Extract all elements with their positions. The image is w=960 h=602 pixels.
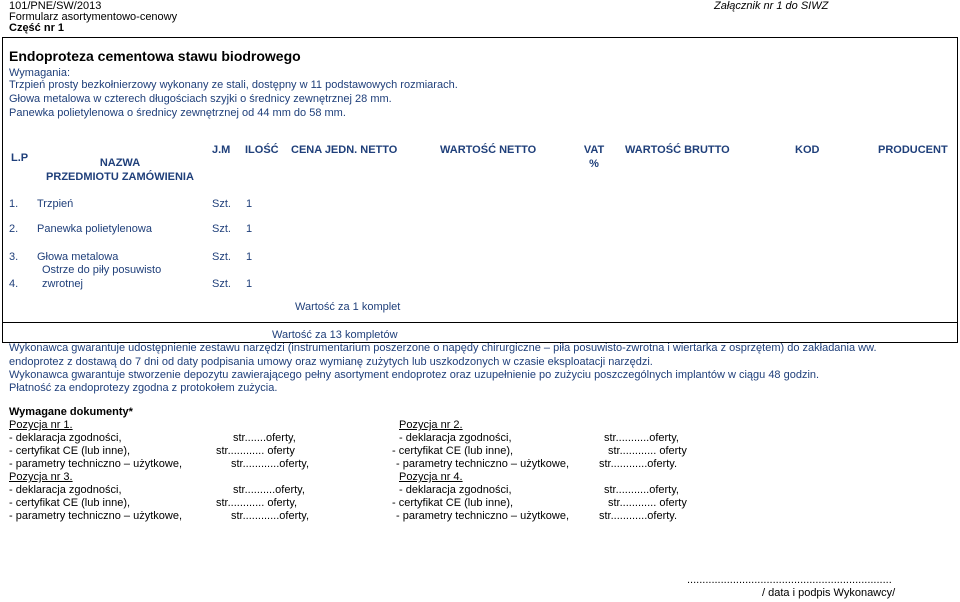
col-header-name-line2: PRZEDMIOTU ZAMÓWIENIA: [46, 171, 194, 183]
doc-item-ref: str...........oferty,: [604, 484, 679, 496]
attachment-label: Załącznik nr 1 do SIWZ: [714, 0, 829, 12]
col-header-gross: WARTOŚĆ BRUTTO: [625, 144, 730, 156]
requirement-line: Głowa metalowa w czterech długościach szyjki o średnicy zewnętrznej 28 mm.: [9, 93, 392, 105]
note-line: endoprotez z dostawą do 7 dni od daty podpisania umowy oraz wymianę zużytych lub uszkodzonych w czasie eksploatacji narzędzi.: [9, 356, 653, 368]
col-header-lp: L.P: [11, 152, 29, 164]
doc-item: - certyfikat CE (lub inne),: [9, 445, 131, 457]
row-lp: 3.: [9, 251, 19, 263]
doc-item-ref: str............ oferty: [608, 445, 687, 457]
position-label: Pozycja nr 2.: [399, 419, 463, 431]
doc-item: - deklaracja zgodności,: [9, 432, 122, 444]
box-top-border: [2, 37, 958, 38]
doc-item: - parametry techniczno – użytkowe,: [396, 510, 570, 522]
row-jm: Szt.: [212, 198, 231, 210]
doc-item: - certyfikat CE (lub inne),: [392, 497, 514, 509]
form-title: Formularz asortymentowo-cenowy: [9, 11, 178, 23]
position-label: Pozycja nr 1.: [9, 419, 73, 431]
box-right-border: [957, 37, 958, 342]
row-name: Głowa metalowa: [37, 251, 119, 263]
doc-item-ref: str............ oferty,: [216, 497, 298, 509]
doc-item: - certyfikat CE (lub inne),: [392, 445, 514, 457]
row-jm: Szt.: [212, 251, 231, 263]
totals-divider: [2, 322, 958, 323]
requirement-line: Panewka polietylenowa o średnicy zewnętrznej od 44 mm do 58 mm.: [9, 107, 346, 119]
total-one-set: Wartość za 1 komplet: [295, 301, 401, 313]
row-jm: Szt.: [212, 278, 231, 290]
part-label: Część nr 1: [9, 22, 65, 34]
row-qty: 1: [246, 223, 253, 235]
signature-dots: ...................................................................: [687, 574, 892, 586]
col-header-vat: VAT: [583, 144, 605, 156]
col-header-vat-percent: %: [589, 158, 599, 170]
doc-item: - deklaracja zgodności,: [9, 484, 122, 496]
row-name-cont: zwrotnej: [42, 278, 83, 290]
row-name: Ostrze do piły posuwisto: [42, 264, 162, 276]
col-header-name-line1: NAZWA: [99, 157, 141, 169]
doc-item-ref: str............ oferty: [608, 497, 687, 509]
col-header-producer: PRODUCENT: [878, 144, 948, 156]
doc-item: - parametry techniczno – użytkowe,: [9, 510, 183, 522]
col-header-code: KOD: [795, 144, 820, 156]
position-label: Pozycja nr 4.: [399, 471, 463, 483]
row-name: Panewka polietylenowa: [37, 223, 152, 235]
doc-item-ref: str............ oferty: [216, 445, 295, 457]
doc-item-ref: str...........oferty,: [604, 432, 679, 444]
doc-item-ref: str............oferty.: [599, 458, 678, 470]
doc-item-ref: str.......oferty,: [233, 432, 296, 444]
row-name: Trzpień: [37, 198, 74, 210]
doc-item: - deklaracja zgodności,: [399, 432, 512, 444]
doc-item-ref: str............oferty,: [231, 510, 310, 522]
box-left-border: [2, 37, 3, 342]
col-header-qty: ILOŚĆ: [245, 144, 279, 156]
doc-item: - certyfikat CE (lub inne),: [9, 497, 131, 509]
doc-item: - parametry techniczno – użytkowe,: [9, 458, 183, 470]
docs-title: Wymagane dokumenty*: [9, 406, 133, 418]
position-label: Pozycja nr 3.: [9, 471, 73, 483]
signature-caption: / data i podpis Wykonawcy/: [762, 587, 896, 599]
row-qty: 1: [246, 198, 253, 210]
doc-item: - deklaracja zgodności,: [399, 484, 512, 496]
note-line: Wykonawca gwarantuje stworzenie depozytu zawierającego pełny asortyment endoprotez oraz uzupełnienie po zużyciu poszczególnych implantów w ciągu 48 godzin.: [9, 369, 820, 381]
total-13-sets: Wartość za 13 kompletów: [272, 329, 398, 341]
row-qty: 1: [246, 251, 253, 263]
doc-item-ref: str............oferty.: [599, 510, 678, 522]
col-header-jm: J.M: [212, 144, 231, 156]
row-qty: 1: [246, 278, 253, 290]
row-lp: 1.: [9, 198, 19, 210]
doc-item: - parametry techniczno – użytkowe,: [396, 458, 570, 470]
doc-ref: 101/PNE/SW/2013: [9, 0, 102, 12]
doc-item-ref: str..........oferty,: [233, 484, 305, 496]
product-title: Endoproteza cementowa stawu biodrowego: [9, 48, 301, 64]
row-lp: 2.: [9, 223, 19, 235]
doc-item-ref: str............oferty,: [231, 458, 310, 470]
col-header-unit-price: CENA JEDN. NETTO: [291, 144, 398, 156]
requirements-label: Wymagania:: [9, 67, 71, 79]
note-line: Płatność za endoprotezy zgodna z protokołem zużycia.: [9, 382, 278, 394]
col-header-net-value: WARTOŚĆ NETTO: [440, 144, 537, 156]
requirement-line: Trzpień prosty bezkołnierzowy wykonany ze stali, dostępny w 11 podstawowych rozmiarach.: [9, 79, 458, 91]
row-lp: 4.: [9, 278, 19, 290]
note-line: Wykonawca gwarantuje udostępnienie zestawu narzędzi (instrumentarium poszerzone o napędy chirurgiczne – piła posuwisto-zwrotna i wiertarka z osprzętem) do zakładania ww.: [9, 342, 877, 354]
row-jm: Szt.: [212, 223, 231, 235]
